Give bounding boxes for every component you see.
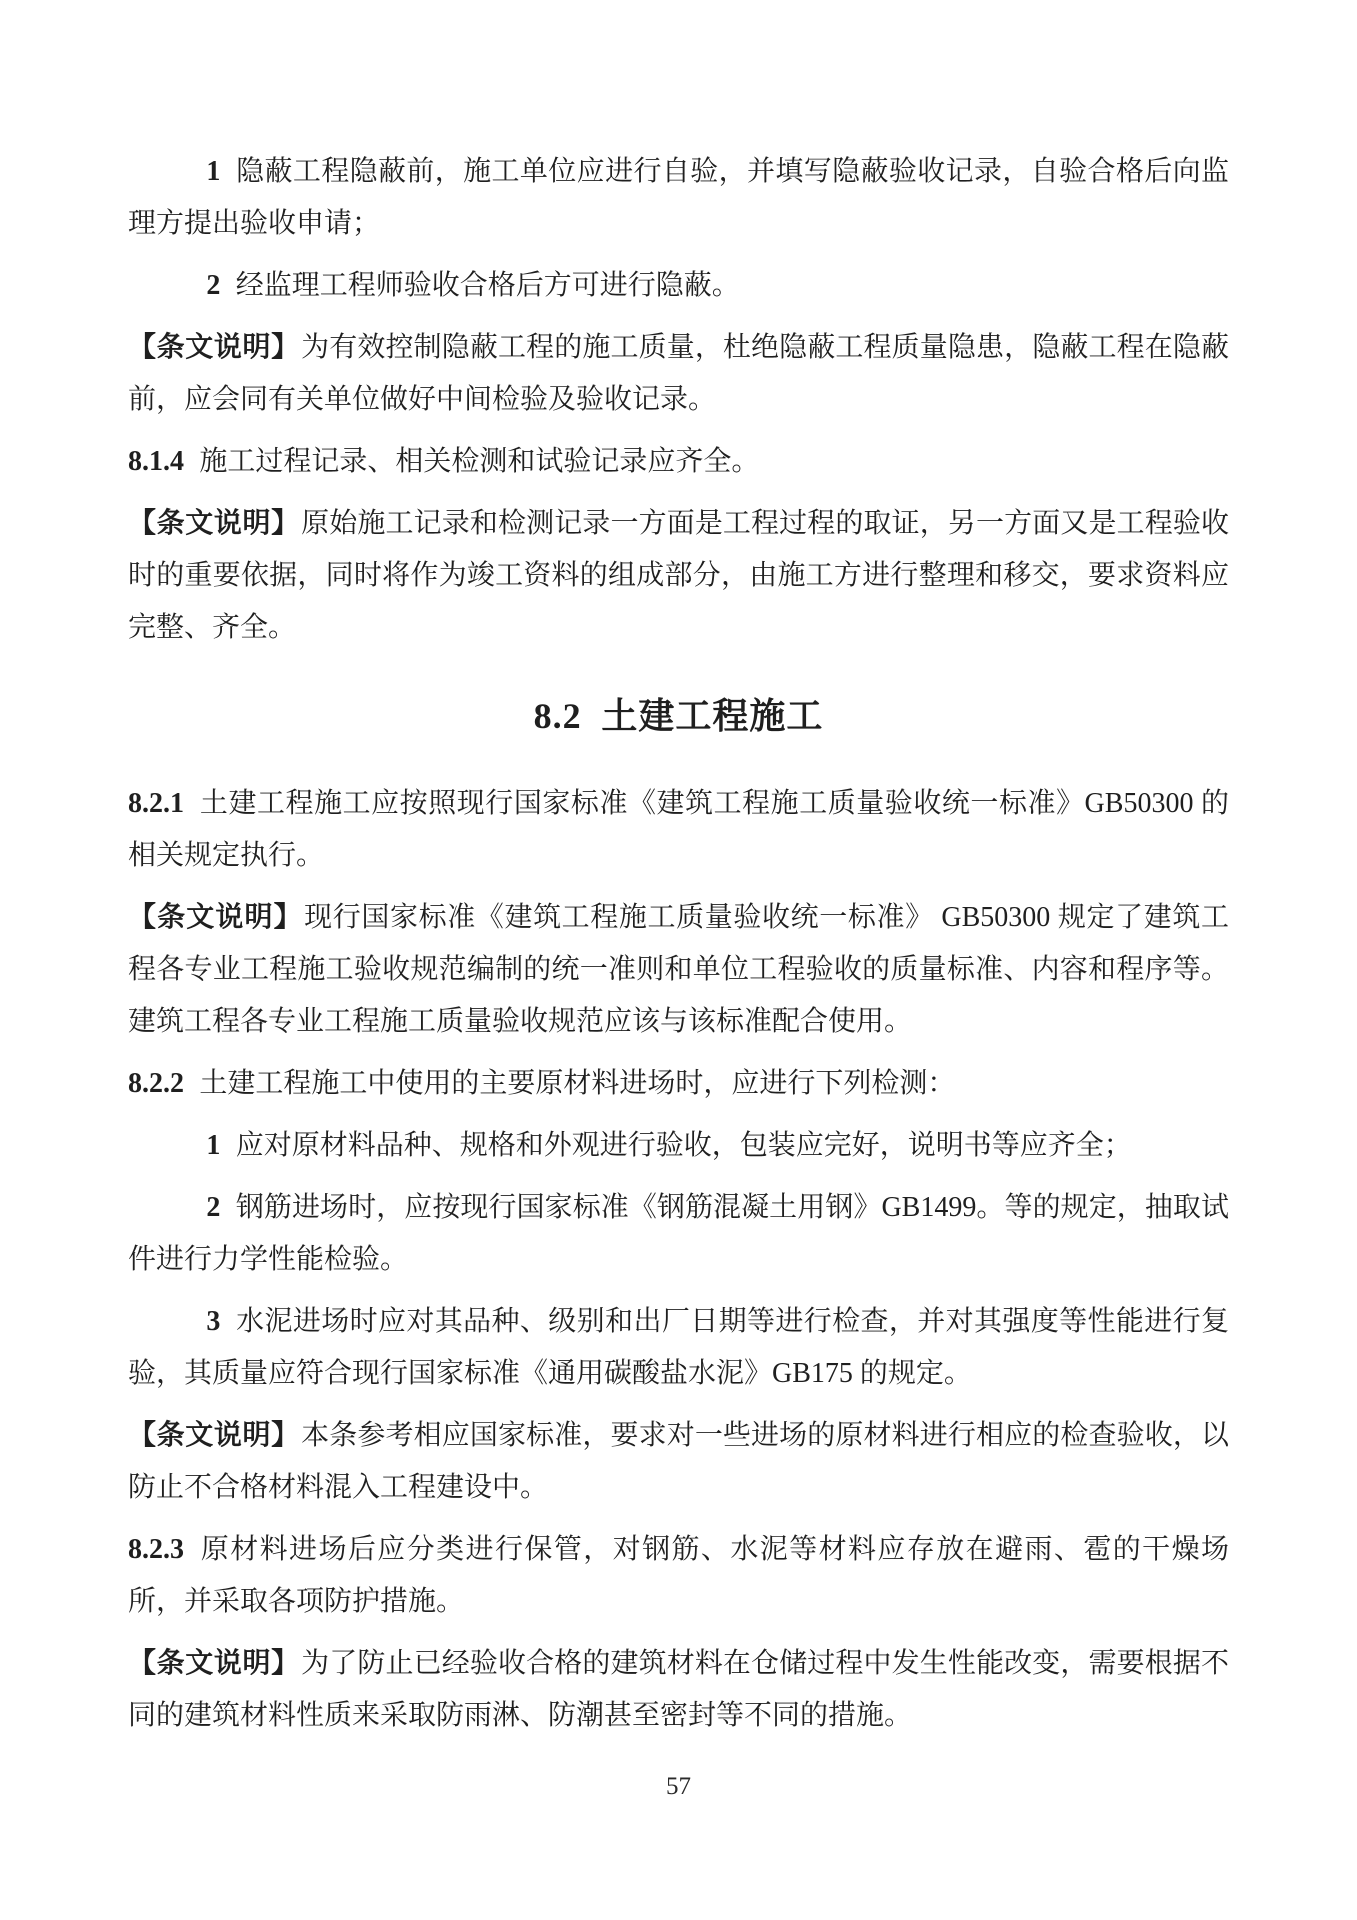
paragraph-text: 经监理工程师验收合格后方可进行隐蔽。 bbox=[235, 270, 740, 301]
document-content bbox=[128, 146, 1229, 1742]
paragraph-number-label: 8.2.1 bbox=[128, 788, 184, 819]
commentary-paragraph bbox=[128, 1410, 1229, 1514]
paragraph-number-label: 【条文说明】 bbox=[128, 902, 303, 933]
numbered-item-paragraph bbox=[128, 1182, 1229, 1286]
commentary-paragraph bbox=[128, 322, 1229, 426]
paragraph-text: 钢筋进场时，应按现行国家标准《钢筋混凝土用钢》GB1499。等的规定，抽取试件进行力学性能检验。 bbox=[128, 1192, 1229, 1275]
numbered-item-paragraph bbox=[128, 146, 1229, 250]
paragraph-number-label: 3 bbox=[206, 1306, 221, 1337]
page-number: 57 bbox=[666, 1773, 691, 1800]
paragraph-number-label: 2 bbox=[206, 1192, 221, 1223]
numbered-item-paragraph bbox=[128, 1296, 1229, 1400]
paragraph-text: 土建工程施工中使用的主要原材料进场时，应进行下列检测： bbox=[199, 1068, 956, 1099]
numbered-item-paragraph bbox=[128, 1120, 1229, 1172]
paragraph-number-label: 8.1.4 bbox=[128, 446, 184, 477]
numbered-item-paragraph bbox=[128, 260, 1229, 312]
paragraph-number-label: 1 bbox=[206, 1130, 221, 1161]
section-heading bbox=[128, 690, 1229, 742]
paragraph-number-label: 【条文说明】 bbox=[128, 508, 300, 539]
paragraph-number-label: 【条文说明】 bbox=[128, 332, 300, 363]
paragraph-number-label: 8.2.2 bbox=[128, 1068, 184, 1099]
paragraph-number-label: 1 bbox=[206, 156, 221, 187]
paragraph-text: 土建工程施工应按照现行国家标准《建筑工程施工质量验收统一标准》GB50300 的相关规定执行。 bbox=[128, 788, 1229, 871]
clause-paragraph bbox=[128, 778, 1229, 882]
paragraph-number-label: 【条文说明】 bbox=[128, 1648, 300, 1679]
commentary-paragraph bbox=[128, 892, 1229, 1048]
clause-paragraph bbox=[128, 1524, 1229, 1628]
paragraph-text: 现行国家标准《建筑工程施工质量验收统一标准》 GB50300 规定了建筑工程各专业工程施工验收规范编制的统一准则和单位工程验收的质量标准、内容和程序等。建筑工程各专业工程施工质量验收规范应该与该标准配合使用。 bbox=[128, 902, 1229, 1037]
paragraph-number-label: 【条文说明】 bbox=[128, 1420, 300, 1451]
paragraph-text: 原始施工记录和检测记录一方面是工程过程的取证，另一方面又是工程验收时的重要依据，同时将作为竣工资料的组成部分，由施工方进行整理和移交，要求资料应完整、齐全。 bbox=[128, 508, 1229, 643]
paragraph-text: 原材料进场后应分类进行保管，对钢筋、水泥等材料应存放在避雨、雹的干燥场所，并采取各项防护措施。 bbox=[128, 1534, 1229, 1617]
paragraph-text: 施工过程记录、相关检测和试验记录应齐全。 bbox=[199, 446, 760, 477]
paragraph-text: 隐蔽工程隐蔽前，施工单位应进行自验，并填写隐蔽验收记录，自验合格后向监理方提出验收申请； bbox=[128, 156, 1229, 239]
paragraph-text: 应对原材料品种、规格和外观进行验收，包装应完好，说明书等应齐全； bbox=[235, 1130, 1132, 1161]
paragraph-number-label: 8.2.3 bbox=[128, 1534, 184, 1565]
section-title: 土建工程施工 bbox=[601, 696, 824, 736]
clause-paragraph bbox=[128, 1058, 1229, 1110]
paragraph-text: 本条参考相应国家标准，要求对一些进场的原材料进行相应的检查验收，以防止不合格材料混入工程建设中。 bbox=[128, 1420, 1229, 1503]
commentary-paragraph bbox=[128, 1638, 1229, 1742]
paragraph-number-label: 2 bbox=[206, 270, 221, 301]
section-number: 8.2 bbox=[533, 696, 582, 736]
clause-paragraph bbox=[128, 436, 1229, 488]
paragraph-text: 为有效控制隐蔽工程的施工质量，杜绝隐蔽工程质量隐患，隐蔽工程在隐蔽前，应会同有关单位做好中间检验及验收记录。 bbox=[128, 332, 1229, 415]
commentary-paragraph bbox=[128, 498, 1229, 654]
paragraph-text: 为了防止已经验收合格的建筑材料在仓储过程中发生性能改变，需要根据不同的建筑材料性质来采取防雨淋、防潮甚至密封等不同的措施。 bbox=[128, 1648, 1229, 1731]
paragraph-text: 水泥进场时应对其品种、级别和出厂日期等进行检查，并对其强度等性能进行复验，其质量应符合现行国家标准《通用碳酸盐水泥》GB175 的规定。 bbox=[128, 1306, 1229, 1389]
